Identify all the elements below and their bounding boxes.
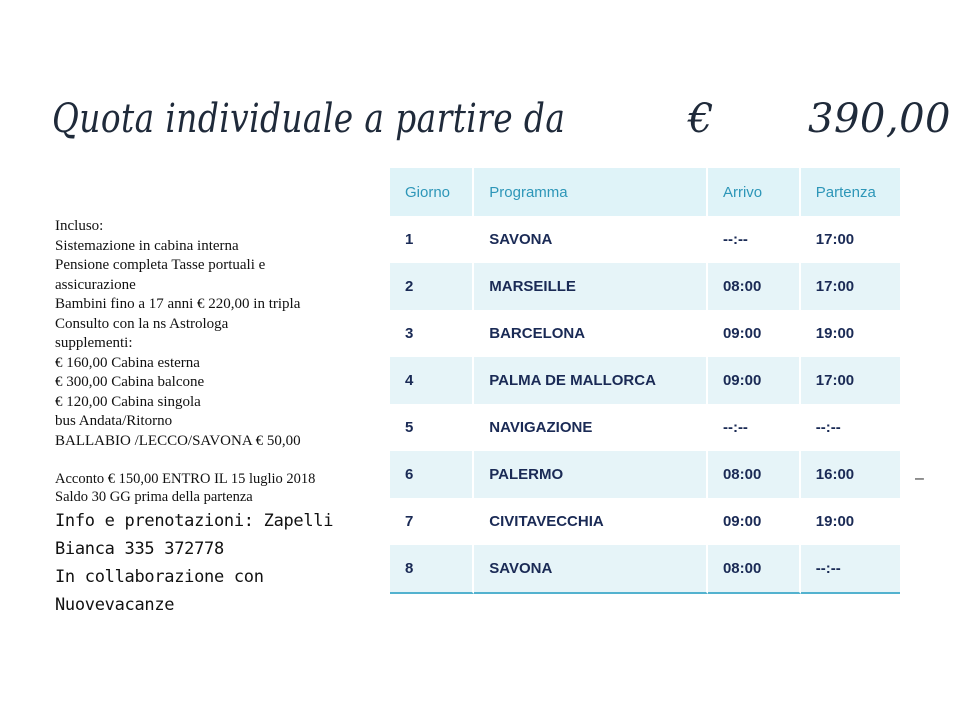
header-departure: Partenza — [801, 168, 900, 216]
deposit-line: Acconto € 150,00 ENTRO IL 15 luglio 2018 — [55, 471, 316, 487]
header-program: Programma — [474, 168, 708, 216]
cell-arrival: 09:00 — [708, 498, 801, 545]
cell-departure: 17:00 — [801, 357, 900, 404]
cell-program: MARSEILLE — [474, 263, 708, 310]
cell-program: NAVIGAZIONE — [474, 404, 708, 451]
cell-day: 7 — [390, 498, 474, 545]
cell-departure: 17:00 — [801, 216, 900, 263]
info-line: € 300,00 Cabina balcone — [55, 374, 205, 390]
stray-dash-mark: – — [915, 470, 924, 487]
cell-departure: --:-- — [801, 545, 900, 594]
contact-block — [55, 507, 385, 619]
info-line: € 160,00 Cabina esterna — [55, 354, 200, 371]
info-line: Incluso: — [55, 218, 104, 234]
cell-day: 5 — [390, 404, 474, 451]
contact-line: In collaborazione con — [55, 567, 264, 587]
info-line: Consulto con la ns Astrologa — [55, 315, 229, 332]
spacer — [55, 451, 385, 470]
cell-arrival: 08:00 — [708, 451, 801, 498]
headline-title: Quota individuale a partire da — [52, 96, 566, 142]
info-line: € 120,00 Cabina singola — [55, 393, 201, 410]
cell-program: SAVONA — [474, 216, 708, 263]
cell-arrival: 09:00 — [708, 310, 801, 357]
table-header-row — [390, 168, 900, 216]
cell-day: 8 — [390, 545, 474, 594]
header-day: Giorno — [390, 168, 474, 216]
cell-program: SAVONA — [474, 545, 708, 594]
contact-line: Info e prenotazioni: Zapelli — [55, 511, 334, 531]
info-line: Pensione completa Tasse portuali e — [55, 257, 266, 273]
cell-arrival: --:-- — [708, 404, 801, 451]
table-row — [390, 263, 900, 310]
itinerary-table — [390, 168, 900, 594]
contact-line: Nuovevacanze — [55, 595, 175, 615]
info-line: BALLABIO /LECCO/SAVONA € 50,00 — [55, 432, 301, 449]
table-row — [390, 404, 900, 451]
cell-day: 2 — [390, 263, 474, 310]
table-row — [390, 216, 900, 263]
cell-day: 1 — [390, 216, 474, 263]
cell-arrival: --:-- — [708, 216, 801, 263]
table-row — [390, 310, 900, 357]
info-line: bus Andata/Ritorno — [55, 413, 173, 429]
cell-program: PALERMO — [474, 451, 708, 498]
contact-line: Bianca 335 372778 — [55, 539, 224, 559]
cell-program: BARCELONA — [474, 310, 708, 357]
info-line: assicurazione — [55, 276, 136, 293]
cell-departure: 19:00 — [801, 498, 900, 545]
cell-departure: 19:00 — [801, 310, 900, 357]
cell-arrival: 08:00 — [708, 263, 801, 310]
cell-day: 3 — [390, 310, 474, 357]
cell-arrival: 08:00 — [708, 545, 801, 594]
table-row — [390, 545, 900, 594]
info-line: supplementi: — [55, 335, 133, 351]
deposit-line: Saldo 30 GG prima della partenza — [55, 489, 253, 505]
header-arrival: Arrivo — [708, 168, 801, 216]
headline-price: 390,00 — [808, 96, 951, 142]
table-row — [390, 498, 900, 545]
headline-currency: € — [688, 96, 714, 142]
cell-day: 6 — [390, 451, 474, 498]
info-line: Bambini fino a 17 anni € 220,00 in tripla — [55, 296, 301, 312]
info-line: Sistemazione in cabina interna — [55, 237, 239, 254]
headline — [52, 96, 951, 156]
cell-program: PALMA DE MALLORCA — [474, 357, 708, 404]
cell-program: CIVITAVECCHIA — [474, 498, 708, 545]
cell-departure: --:-- — [801, 404, 900, 451]
table-row — [390, 451, 900, 498]
cell-day: 4 — [390, 357, 474, 404]
included-info-panel — [55, 217, 385, 619]
table-row — [390, 357, 900, 404]
cell-arrival: 09:00 — [708, 357, 801, 404]
cell-departure: 17:00 — [801, 263, 900, 310]
cell-departure: 16:00 — [801, 451, 900, 498]
